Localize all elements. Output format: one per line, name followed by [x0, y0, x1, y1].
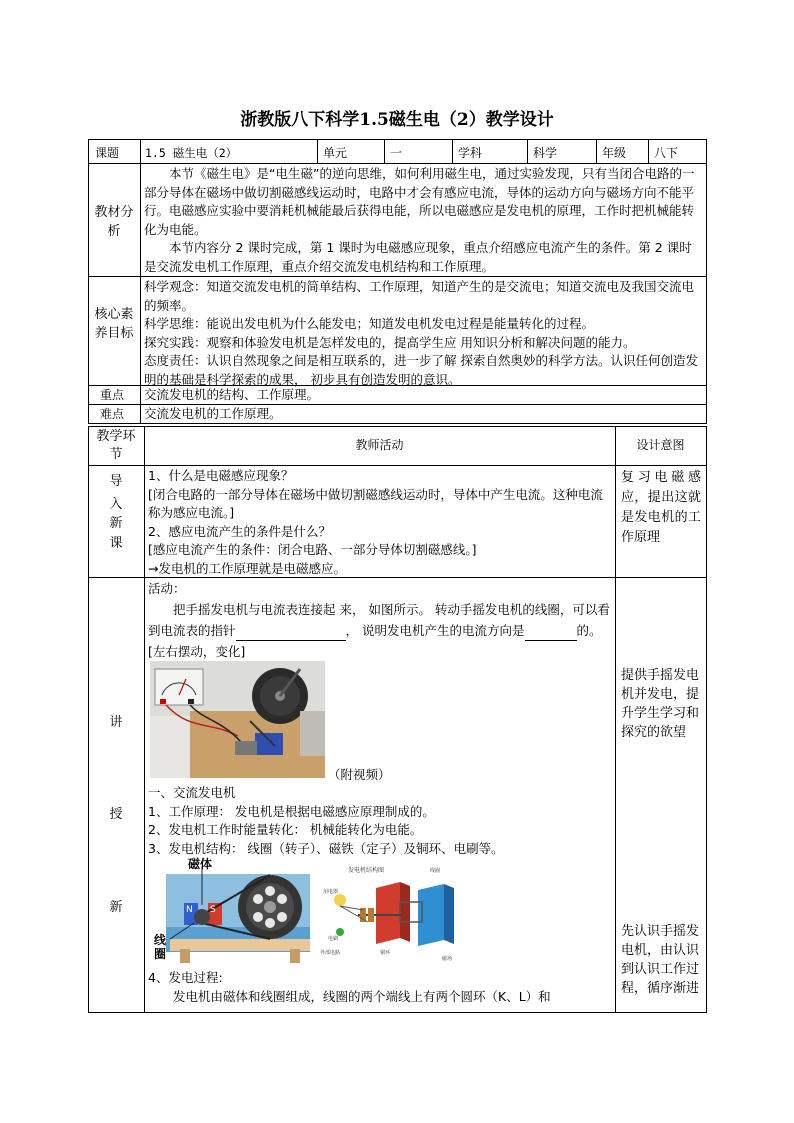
intro-answer-2: [感应电流产生的条件：闭合电路、一部分导体切割磁感线。]: [148, 542, 477, 557]
key-point-label: 重点: [100, 388, 125, 402]
activity-text-2: ， 说明发电机产生的电流方向是: [345, 622, 525, 638]
n-pole-label: N: [186, 905, 193, 915]
process-item: 4、发电过程:: [148, 970, 223, 985]
unit-label: 单元: [323, 146, 348, 160]
generator-labeled-diagram: [150, 857, 310, 969]
s-pole-label: S: [210, 905, 216, 915]
svg-text:外部电路: 外部电路: [320, 950, 341, 956]
analysis-label: 教材分析: [94, 205, 134, 239]
intro-question-2: 2、感应电流产生的条件是什么？: [148, 523, 331, 539]
intro-conclusion: →发电机的工作原理就是电磁感应。: [148, 560, 346, 576]
difficulty-value: 交流发电机的工作原理。: [144, 406, 282, 421]
literacy-label: 核心素养目标: [94, 307, 134, 341]
process-description: 发电机由磁体和线圈组成，线圈的两个端线上有两个圆环（K、L）和: [173, 988, 551, 1004]
teach-label-char-2: 授: [109, 807, 123, 822]
key-point-value: 交流发电机的结构、工作原理。: [144, 387, 320, 402]
literacy-attitude: 态度责任：认识自然现象之间是相互联系的，进一步了解 探索自然奥妙的科学方法。认识任何创造发明的基础是科学探索的成果， 初步具有创造发明的意识。: [144, 353, 698, 387]
literacy-thinking: 科学思维：能说出发电机为什么能发电；知道发电机发电过程是能量转化的过程。: [144, 316, 595, 331]
analysis-paragraph-1: 本节《磁生电》是“电生磁”的逆向思维，如何利用磁生电，通过实验发现，只有当闭合电路的一部分导体在磁场中做切割磁感线运动时，电路中才会有感应电流，导体的运动方向与磁场方向不能平行。电磁感应实验中要消耗机械能最后获得电能，所以电磁感应是发电机的原理，工作时把机械能转化为电能。: [144, 166, 695, 237]
svg-text:磁场: 磁场: [442, 956, 453, 962]
activity-text-1: 把手摇发电机与电流表连接起 来， 如图所示。 转动手摇发电机的线圈，可以看到电流表的指针: [148, 601, 610, 638]
coil-label: 线圈: [154, 933, 167, 961]
page-title: 浙教版八下科学1.5磁生电（2）教学设计: [240, 110, 554, 130]
intro-intent: 复习电磁感应，提出这就是发电机的工作原理: [621, 470, 701, 545]
col-stage-header: 教学环节: [96, 429, 136, 462]
unit-value: 一: [390, 146, 403, 160]
grade-value: 八下: [654, 146, 679, 160]
intro-question-1: 1、什么是电磁感应现象？: [148, 468, 294, 483]
literacy-practice: 探究实践：观察和体验发电机是怎样发电的，提高学生应 用知识分析和解决问题的能力。: [144, 334, 636, 350]
col-teacher-header: 教师活动: [355, 438, 404, 452]
lesson-label: 课题: [95, 146, 120, 160]
subject-value: 科学: [533, 146, 558, 160]
answer-blank-1: [236, 640, 346, 641]
svg-text:发电机结构图: 发电机结构图: [348, 867, 385, 874]
svg-text:电刷: 电刷: [328, 936, 339, 942]
grade-label: 年级: [602, 146, 627, 160]
video-caption[interactable]: （附视频）: [328, 767, 391, 782]
teach-intent-1: 提供手摇发电机并发电，提升学生学习和探究的欲望: [621, 668, 700, 740]
teach-activity-block: [148, 580, 610, 662]
difficulty-label: 难点: [100, 407, 125, 421]
col-intent-header: 设计意图: [636, 438, 685, 452]
answer-blank-2: [525, 640, 577, 641]
svg-text:线圈: 线圈: [430, 868, 441, 874]
subject-label: 学科: [458, 146, 483, 160]
lesson-value: 1.5 磁生电（2）: [145, 146, 238, 160]
generator-photo: [150, 661, 325, 778]
analysis-paragraph-2: 本节内容分 2 课时完成，第 1 课时为电磁感应现象，重点介绍感应电流产生的条件。第 2 课时是交流发电机工作原理，重点介绍交流发电机结构和工作原理。: [144, 240, 692, 274]
principle-item: 1、工作原理： 发电机是根据电磁感应原理制成的。: [148, 803, 435, 819]
svg-text:用电器: 用电器: [323, 889, 339, 895]
intro-answer-1: [闭合电路的一部分导体在磁场中做切割磁感线运动时，导体中产生电流。这种电流称为感应电流。]: [148, 486, 603, 520]
teach-label-char-1: 讲: [109, 715, 123, 730]
generator-structure-schematic: [318, 860, 468, 970]
structure-item: 3、发电机结构： 线圈（转子）、磁铁（定子）及铜环、电刷等。: [148, 840, 504, 856]
section-title-ac-generator: 一、交流发电机: [148, 785, 236, 800]
activity-text-3: 的。[左右摆动，变化]: [148, 622, 602, 659]
energy-item: 2、发电机工作时能量转化： 机械能转化为电能。: [148, 822, 423, 837]
magnet-label: 磁体: [188, 857, 213, 871]
teach-intent-2: 先认识手摇发电机，由认识到认识工作过程，循序渐进: [621, 924, 700, 996]
teach-label-char-3: 新: [109, 900, 123, 915]
activity-label: 活动：: [148, 581, 186, 596]
literacy-concept: 科学观念：知道交流发电机的简单结构、工作原理，知道产生的是交流电；知道交流电及我国交流电的频率。: [144, 279, 695, 313]
svg-text:铜环: 铜环: [380, 950, 391, 956]
